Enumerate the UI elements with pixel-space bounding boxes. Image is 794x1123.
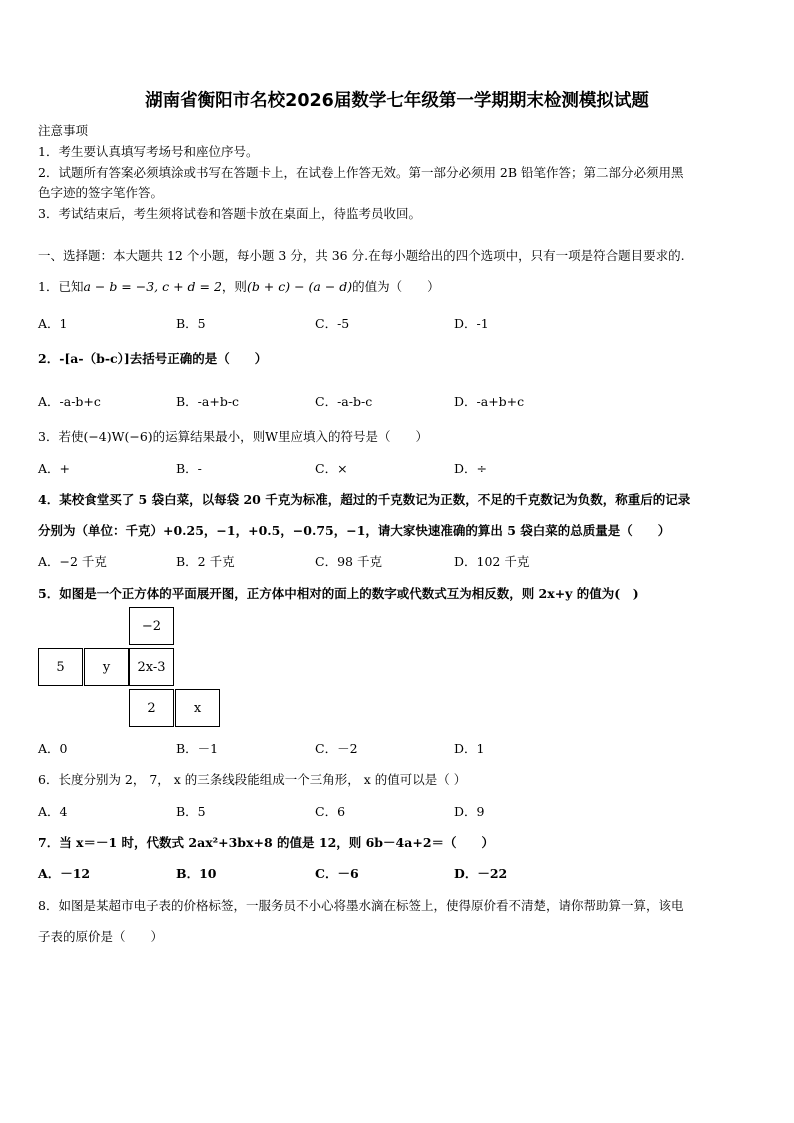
q1-option-b: B．5 [176, 316, 206, 331]
exam-title: 湖南省衡阳市名校2026届数学七年级第一学期期末检测模拟试题 [145, 91, 649, 111]
question-1-text-c: 的值为（ ） [352, 279, 440, 294]
question-6-stem: 6．长度分别为 2， 7， x 的三条线段能组成一个三角形， x 的值可以是（ ） [38, 772, 467, 787]
q4-option-b: B．2 千克 [176, 554, 235, 569]
q6-option-b: B．5 [176, 804, 206, 819]
question-1-math-b: (b + c) − (a − d) [246, 279, 353, 294]
question-5-stem: 5．如图是一个正方体的平面展开图，正方体中相对的面上的数字或代数式互为相反数，则 2x+y 的值为( ) [38, 586, 639, 601]
question-3-stem [38, 427, 428, 445]
question-4-stem: 4．某校食堂买了 5 袋白菜，以每袋 20 千克为标准，超过的千克数记为正数，不足的千克数记为负数，称重后的记录 [38, 492, 691, 507]
q2-option-d: D．-a+b+c [454, 394, 525, 409]
q3-option-c: C．× [315, 461, 348, 476]
section-heading: 一、选择题：本大题共 12 个小题，每小题 3 分，共 36 分.在每小题给出的四个选项中，只有一项是符合题目要求的. [38, 248, 685, 263]
question-3-math: (−4)W(−6) [83, 429, 153, 444]
q3-option-d: D．÷ [454, 461, 487, 476]
notes-item-2-cont: 色字迹的签字笔作答。 [38, 185, 164, 200]
q7-option-a: A．－12 [38, 866, 91, 881]
q5-option-c: C．－2 [315, 741, 358, 756]
q5-option-b: B．－1 [176, 741, 219, 756]
q3-option-a: A．+ [38, 461, 71, 476]
q4-option-d: D．102 千克 [454, 554, 530, 569]
question-1-math-a: a − b = −3, c + d = 2 [83, 279, 222, 294]
question-4-stem-cont: 分别为（单位：千克）+0.25，−1，+0.5，−0.75，−1，请大家快速准确的算出 5 袋白菜的总质量是（ ） [38, 523, 671, 538]
q3-option-b: B．- [176, 461, 202, 476]
notes-item-3: 3．考试结束后，考生须将试卷和答题卡放在桌面上，待监考员收回。 [38, 206, 421, 221]
question-1-stem [38, 277, 440, 295]
question-1-text-a: 1．已知 [38, 279, 84, 294]
q7-option-d: D．－22 [454, 866, 508, 881]
question-3-text-a: 3．若使 [38, 429, 84, 444]
question-2-stem: 2．-[a-（b-c）]去括号正确的是（ ） [38, 351, 268, 366]
q2-option-c: C．-a-b-c [315, 394, 373, 409]
q6-option-d: D．9 [454, 804, 485, 819]
q6-option-a: A．4 [38, 804, 68, 819]
question-7-stem: 7．当 x＝－1 时，代数式 2ax²+3bx+8 的值是 12，则 6b－4a+2＝（ ） [38, 835, 495, 850]
q1-option-a: A．1 [38, 316, 68, 331]
question-8-stem: 8．如图是某超市电子表的价格标签，一服务员不小心将墨水滴在标签上，使得原价看不清楚，请你帮助算一算，该电 [38, 898, 684, 913]
notes-item-2: 2．试题所有答案必须填涂或书写在答题卡上，在试卷上作答无效。第一部分必须用 2B 铅笔作答；第二部分必须用黑 [38, 165, 684, 180]
q7-option-b: B．10 [176, 866, 217, 881]
question-3-text-b: 的运算结果最小，则W里应填入的符号是（ ） [152, 429, 429, 444]
cube-net-diagram [38, 607, 228, 731]
q5-option-a: A．0 [38, 741, 68, 756]
q4-option-a: A．−2 千克 [38, 554, 107, 569]
cube-net-cell: 5 [38, 648, 83, 686]
q7-option-c: C．－6 [315, 866, 359, 881]
question-8-stem-cont: 子表的原价是（ ） [38, 929, 164, 944]
q1-option-d: D．-1 [454, 316, 489, 331]
cube-net-cell: y [84, 648, 129, 686]
cube-net-cell: 2x-3 [129, 648, 174, 686]
q2-option-a: A．-a-b+c [38, 394, 101, 409]
notes-item-1: 1．考生要认真填写考场号和座位序号。 [38, 144, 259, 159]
cube-net-cell: x [175, 689, 220, 727]
q5-option-d: D．1 [454, 741, 485, 756]
q2-option-b: B．-a+b-c [176, 394, 240, 409]
cube-net-cell: −2 [129, 607, 174, 645]
question-1-text-b: ，则 [221, 279, 247, 294]
q4-option-c: C．98 千克 [315, 554, 382, 569]
q1-option-c: C．-5 [315, 316, 350, 331]
q6-option-c: C．6 [315, 804, 346, 819]
notes-heading: 注意事项 [38, 123, 89, 138]
cube-net-cell: 2 [129, 689, 174, 727]
